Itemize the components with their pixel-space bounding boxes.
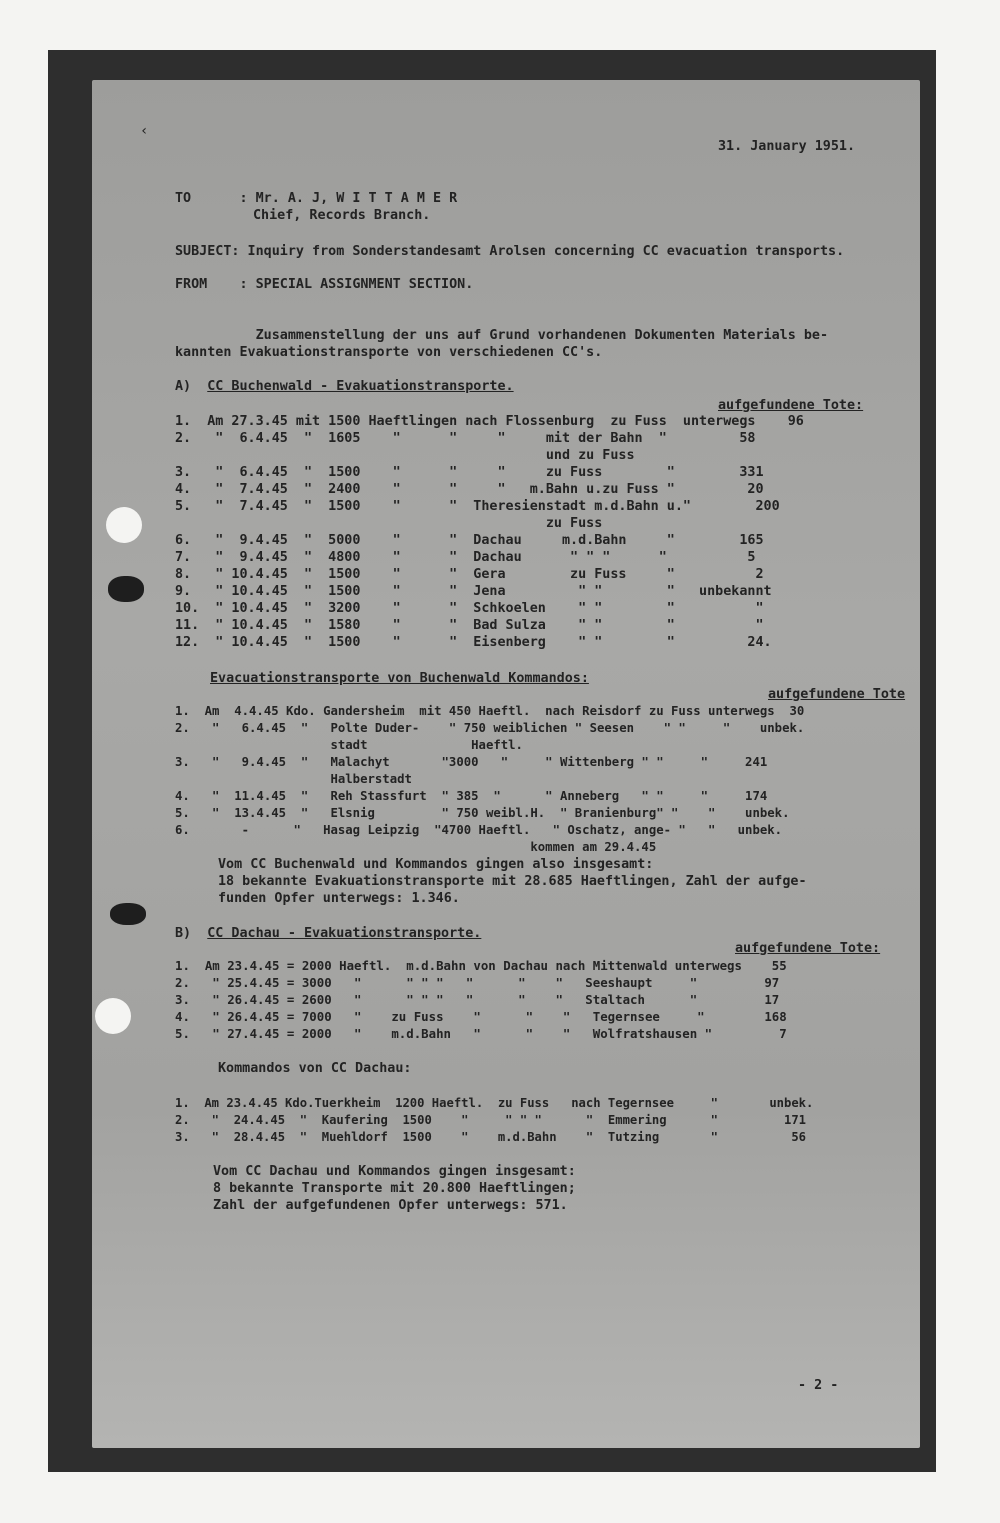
table-row: 5. " 27.4.45 = 2000 " m.d.Bahn " " " Wolfratshausen " 7	[175, 1026, 787, 1041]
to-line: TO : Mr. A. J, W I T T A M E R	[175, 191, 458, 206]
section-b-title: CC Dachau - Evakuationstransporte.	[207, 926, 482, 941]
tote-k-header: aufgefundene Tote	[768, 687, 906, 702]
table-row: 1. Am 23.4.45 = 2000 Haeftl. m.d.Bahn von Dachau nach Mittenwald unterwegs 55	[175, 958, 787, 973]
table-a	[175, 413, 804, 651]
section-a-title: CC Buchenwald - Evakuationstransporte.	[207, 379, 514, 394]
table-row: 2. " 24.4.45 " Kaufering 1500 " " " " " Emmering " 171	[175, 1113, 807, 1127]
table-row: Halberstadt	[175, 772, 412, 786]
intro-line: Zusammenstellung der uns auf Grund vorhandenen Dokumenten Materials be-	[175, 328, 829, 343]
table-b	[175, 957, 787, 1042]
section-b-heading	[175, 925, 481, 942]
table-row: 3. " 6.4.45 " 1500 " " " zu Fuss " 331	[175, 465, 764, 480]
table-row: 3. " 26.4.45 = 2600 " " " " " " " Staltach " 17	[175, 992, 780, 1007]
kommandos-b-heading: Kommandos von CC Dachau:	[218, 1061, 412, 1076]
punch-hole-top	[106, 507, 142, 543]
page-number: - 2 -	[798, 1378, 839, 1393]
table-row: 4. " 26.4.45 = 7000 " zu Fuss " " " Tegernsee " 168	[175, 1009, 787, 1024]
section-a-heading	[175, 378, 514, 395]
document-date: 31. January 1951.	[718, 139, 856, 154]
table-row: 12. " 10.4.45 " 1500 " " Eisenberg " " " 24.	[175, 635, 772, 650]
table-row: 2. " 6.4.45 " Polte Duder- " 750 weiblichen " Seesen " " " unbek.	[175, 721, 805, 735]
summary-line: Vom CC Dachau und Kommandos gingen insgesamt:	[213, 1164, 576, 1179]
summary-b	[213, 1163, 576, 1214]
table-row: 4. " 11.4.45 " Reh Stassfurt " 385 " " Anneberg " " " 174	[175, 789, 768, 803]
summary-line: Vom CC Buchenwald und Kommandos gingen also insgesamt:	[218, 857, 654, 872]
table-row: 3. " 28.4.45 " Muehldorf 1500 " m.d.Bahn " Tutzing " 56	[175, 1130, 807, 1144]
tote-b-header: aufgefundene Tote:	[735, 941, 881, 956]
section-b-label: B)	[175, 926, 208, 941]
table-row: 7. " 9.4.45 " 4800 " " Dachau " " " " 5	[175, 550, 756, 565]
table-row: 5. " 13.4.45 " Elsnig " 750 weibl.H. " Branienburg" " " unbek.	[175, 806, 790, 820]
table-row: 2. " 6.4.45 " 1605 " " " mit der Bahn " 58	[175, 431, 756, 446]
summary-line: 8 bekannte Transporte mit 20.800 Haeftlingen;	[213, 1181, 576, 1196]
summary-line: funden Opfer unterwegs: 1.346.	[218, 891, 460, 906]
table-row: 9. " 10.4.45 " 1500 " " Jena " " " unbekannt	[175, 584, 772, 599]
table-row: 8. " 10.4.45 " 1500 " " Gera zu Fuss " 2	[175, 567, 764, 582]
table-row: 4. " 7.4.45 " 2400 " " " m.Bahn u.zu Fuss " 20	[175, 482, 764, 497]
ink-blot-2	[110, 903, 146, 925]
to-title: Chief, Records Branch.	[253, 208, 431, 223]
intro-line: kannten Evakuationstransporte von verschiedenen CC's.	[175, 345, 603, 360]
pencil-mark: ‹	[140, 123, 149, 139]
subject-line: SUBJECT: Inquiry from Sonderstandesamt Arolsen concerning CC evacuation transports.	[175, 244, 845, 259]
section-a-label: A)	[175, 379, 208, 394]
table-row: 11. " 10.4.45 " 1580 " " Bad Sulza " " " "	[175, 618, 764, 633]
table-row: 5. " 7.4.45 " 1500 " " Theresienstadt m.d.Bahn u." 200	[175, 499, 780, 514]
table-row: stadt Haeftl.	[175, 738, 523, 752]
table-row: 10. " 10.4.45 " 3200 " " Schkoelen " " " "	[175, 601, 764, 616]
summary-line: Zahl der aufgefundenen Opfer unterwegs: 571.	[213, 1198, 568, 1213]
summary-line: 18 bekannte Evakuationstransporte mit 28.685 Haeftlingen, Zahl der aufge-	[218, 874, 807, 889]
table-row: und zu Fuss	[175, 448, 635, 463]
table-row: 1. Am 23.4.45 Kdo.Tuerkheim 1200 Haeftl. zu Fuss nach Tegernsee " unbek.	[175, 1096, 814, 1110]
tote-a-header: aufgefundene Tote:	[718, 398, 864, 413]
kommandos-heading: Evacuationstransporte von Buchenwald Kommandos:	[210, 671, 589, 686]
table-row: 6. " 9.4.45 " 5000 " " Dachau m.d.Bahn " 165	[175, 533, 764, 548]
table-kommandos	[175, 703, 804, 856]
table-row: 3. " 9.4.45 " Malachyt "3000 " " Wittenberg " " " 241	[175, 755, 768, 769]
table-kommandos-b	[175, 1095, 813, 1146]
table-row: 6. - " Hasag Leipzig "4700 Haeftl. " Oschatz, ange- " " unbek.	[175, 823, 783, 837]
ink-blot	[108, 576, 144, 602]
table-row: zu Fuss	[175, 516, 603, 531]
table-row: 1. Am 4.4.45 Kdo. Gandersheim mit 450 Haeftl. nach Reisdorf zu Fuss unterwegs 30	[175, 704, 805, 718]
intro-paragraph	[175, 327, 828, 361]
from-line: FROM : SPECIAL ASSIGNMENT SECTION.	[175, 277, 474, 292]
table-row: 2. " 25.4.45 = 3000 " " " " " " " Seeshaupt " 97	[175, 975, 780, 990]
table-row: kommen am 29.4.45	[175, 840, 657, 854]
punch-hole-bottom	[95, 998, 131, 1034]
table-row: 1. Am 27.3.45 mit 1500 Haeftlingen nach Flossenburg zu Fuss unterwegs 96	[175, 414, 804, 429]
summary-a	[218, 856, 807, 907]
